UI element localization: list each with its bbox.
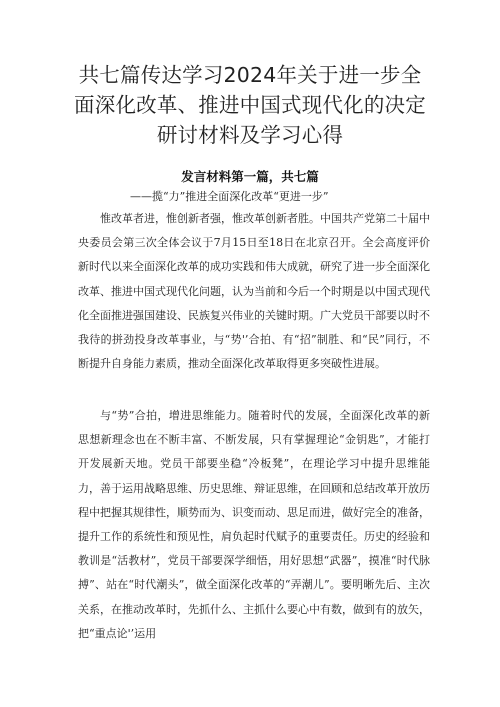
document-title: 共七篇传达学习2024年关于进一步全面深化改革、推进中国式现代化的决定研讨材料及学习心得 [74, 63, 426, 147]
section-title: 发言材料第一篇，共七篇 [181, 169, 319, 184]
body-paragraph: 与“势”合拍，增进思维能力。随着时代的发展，全面深化改革的新思想新理念也在不断丰富、不断发展，只有掌握理论“金钥匙”，才能打开发展新天地。党员干部要坐稳“冷板凳”，在理论学习中提升思维能力，善于运用战略思维、历史思维、辩证思维，在回顾和总结改革开放历程中把握其规律性，顺势而为、识变而动、思足而进，做好完全的准备，提升工作的系统性和预见性，肩负起时代赋予的重要责任。历史的经验和教训是“活教材”，党员干部要深学细悟，用好思想“武器”，摸准“时代脉搏”、站在“时代潮头”，做全面深化改革的“弄潮儿”。要明晰先后、主次关系，在推动改革时，先抓什么、主抓什么要心中有数，做到有的放矢，把“重点论'’运用 [78, 409, 430, 640]
section-subtitle: ——揽“力”推进全面深化改革“更进一步” [130, 190, 329, 203]
body-paragraph: 惟改革者进，惟创新者强，惟改革创新者胜。中国共产党第二十届中央委员会第三次全体会议于7月15日至18日在北京召开。全会高度评价新时代以来全面深化改革的成功实践和伟大成就，研究了进一步全面深化改革、推进中国式现代化问题，认为当前和今后一个时期是以中国式现代化全面推进强国建设、民族复兴伟业的关键时期。广大党员干部要以时不我待的拼劲投身改革事业，与“势'’合拍、有“招”制胜、和“民”同行，不断提升自身能力素质，推动全面深化改革取得更多突破性进展。 [78, 212, 430, 371]
